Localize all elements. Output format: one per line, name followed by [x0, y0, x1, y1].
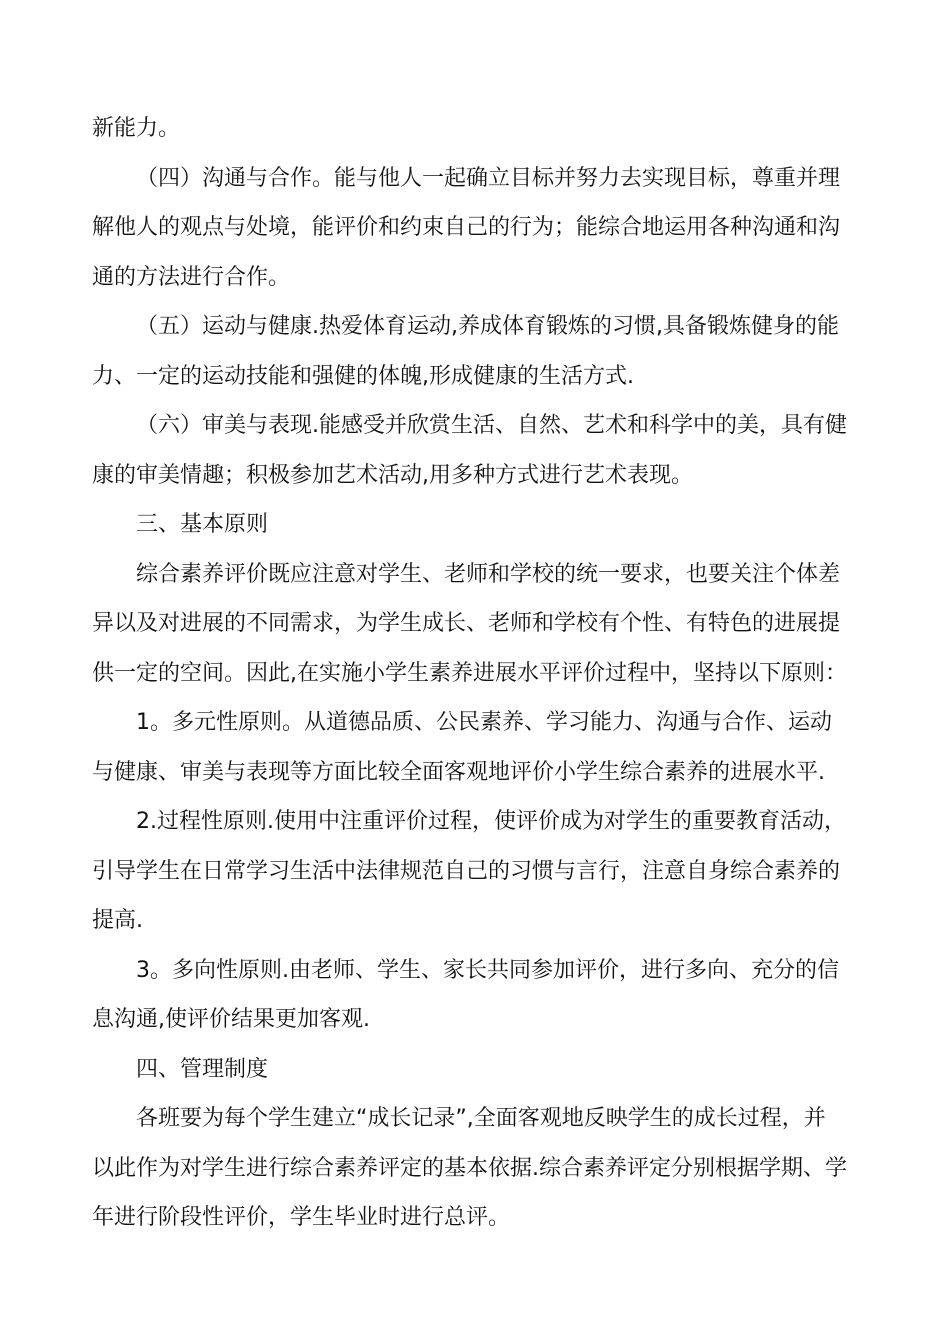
text-line: 异以及对进展的不同需求，为学生成长、老师和学校有个性、有特色的进展提 — [92, 611, 841, 636]
text-line: （四）沟通与合作。能与他人一起确立目标并努力去实现目标，尊重并理 — [136, 165, 841, 191]
heading-text: 三、基本原则 — [136, 512, 269, 537]
text-line: 1。多元性原则。从道德品质、公民素养、学习能力、沟通与合作、运动 — [136, 710, 832, 735]
heading-text: 四、管理制度 — [136, 1056, 269, 1082]
paragraph-growth-records — [92, 1094, 860, 1243]
text-line: 提高. — [92, 908, 143, 933]
text-line: 3。多向性原则.由老师、学生、家长共同参加评价，进行多向、充分的信 — [136, 957, 839, 983]
text-line: 息沟通,使评价结果更加客观. — [92, 1007, 370, 1032]
text-line: 2.过程性原则.使用中注重评价过程，使评价成为对学生的重要教育活动， — [136, 809, 846, 834]
paragraph-principle-process — [92, 797, 860, 946]
text-line: 综合素养评价既应注意对学生、老师和学校的统一要求，也要关注个体差 — [136, 561, 841, 587]
text-line: 引导学生在日常学习生活中法律规范自己的习惯与言行，注意自身综合素养的 — [92, 858, 841, 884]
document-body — [92, 104, 860, 1243]
text-line: 以此作为对学生进行综合素养评定的基本依据.综合素养评定分别根据学期、学 — [92, 1155, 847, 1181]
paragraph-continuation — [92, 104, 860, 154]
text-line: （五）运动与健康.热爱体育运动,养成体育锻炼的习惯,具备锻炼健身的能 — [136, 314, 839, 339]
section-heading-basic-principles — [92, 500, 860, 550]
text-line: 新能力。 — [92, 116, 181, 141]
paragraph-principles-intro — [92, 550, 860, 699]
paragraph-communication-cooperation — [92, 154, 860, 303]
paragraph-sports-health — [92, 302, 860, 401]
text-line: 供一定的空间。因此,在实施小学生素养进展水平评价过程中，坚持以下原则： — [92, 660, 847, 686]
text-line: 与健康、审美与表现等方面比较全面客观地评价小学生综合素养的进展水平. — [92, 759, 825, 785]
text-line: 通的方法进行合作。 — [92, 264, 291, 290]
paragraph-principle-diversity — [92, 698, 860, 797]
text-line: 力、一定的运动技能和强健的体魄,形成健康的生活方式. — [92, 363, 634, 389]
section-heading-management-system — [92, 1045, 860, 1095]
text-line: 康的审美情趣；积极参加艺术活动,用多种方式进行艺术表现。 — [92, 462, 693, 488]
text-line: 解他人的观点与处境，能评价和约束自己的行为；能综合地运用各种沟通和沟 — [92, 215, 841, 240]
text-line: （六）审美与表现.能感受并欣赏生活、自然、艺术和科学中的美，具有健 — [136, 413, 847, 438]
paragraph-principle-multidirectional — [92, 946, 860, 1045]
text-line: 各班要为每个学生建立“成长记录”,全面客观地反映学生的成长过程，并 — [136, 1106, 826, 1131]
paragraph-aesthetics — [92, 401, 860, 500]
text-line: 年进行阶段性评价，学生毕业时进行总评。 — [92, 1205, 511, 1230]
